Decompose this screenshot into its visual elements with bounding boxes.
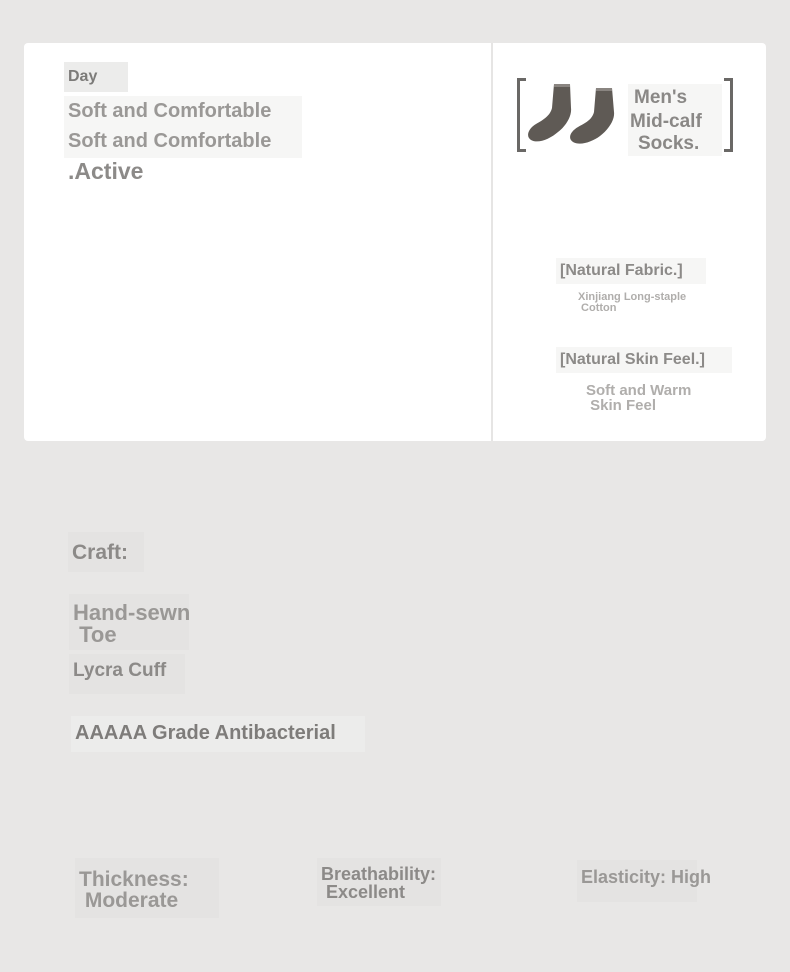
feature-fabric-heading: [Natural Fabric.] [560, 262, 683, 279]
feature-skin-detail: Soft and Warm Skin Feel [586, 382, 692, 414]
day-label: Day [68, 68, 98, 85]
spec-breathability: Breathability: Excellent [321, 864, 437, 902]
spec-elasticity: Elasticity: High [581, 867, 712, 887]
active-label: .Active [68, 158, 144, 184]
left-bracket [517, 78, 526, 152]
brand-line-1: Men's [634, 87, 688, 108]
tagline-1: Soft and Comfortable [68, 100, 272, 122]
feature-skin-heading: [Natural Skin Feel.] [560, 351, 705, 368]
craft-heading: Craft: [72, 541, 128, 564]
craft-item-antibacterial: AAAAA Grade Antibacterial [75, 722, 336, 744]
craft-item-handsewn: Hand-sewn Toe [73, 600, 191, 647]
right-bracket [724, 78, 733, 152]
socks-icon [526, 82, 630, 148]
craft-item-lycra: Lycra Cuff [73, 660, 167, 681]
brand-line-3: Socks. [638, 133, 700, 154]
brand-line-2: Mid-calf [630, 111, 702, 132]
card-divider [491, 43, 493, 441]
tagline-2: Soft and Comfortable [68, 130, 272, 152]
feature-fabric-detail: Xinjiang Long-staple Cotton [578, 291, 687, 314]
spec-thickness: Thickness: Moderate [79, 868, 189, 912]
